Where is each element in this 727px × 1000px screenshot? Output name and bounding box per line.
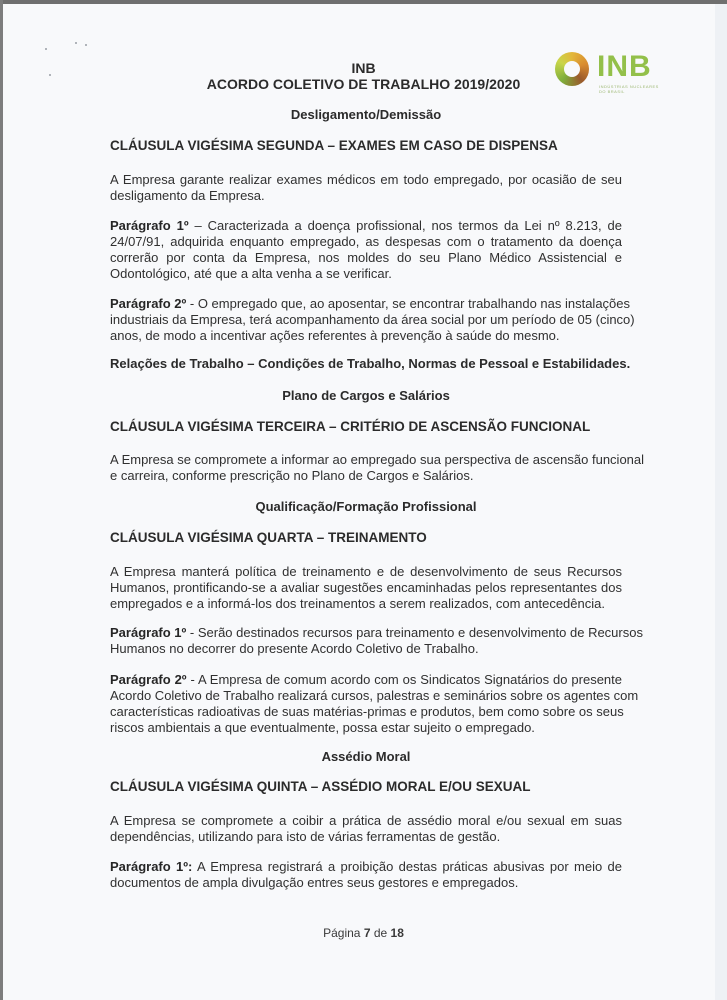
- paragraph-line: 24/07/91, adquirida enquanto empregado, as despesas com o tratamento da doença: [110, 234, 622, 249]
- paragraph-line: documentos de ampla divulgação entres seus gestores e empregados.: [110, 875, 519, 890]
- paragraph-line: Humanos, prontificando-se a avaliar sugestões encaminhadas pelos representantes dos: [110, 580, 622, 595]
- scan-speck: [85, 44, 87, 46]
- footer-of: de: [373, 926, 388, 940]
- paragraph-line: [110, 296, 631, 311]
- paragraph-line: correrão por conta da Empresa, nos moldes do seu Plano Médico Assistencial e: [110, 250, 622, 265]
- paragraph-line: Acordo Coletivo de Trabalho realizará cursos, palestras e seminários sobre os agentes com: [110, 688, 639, 703]
- footer-prefix: Página: [323, 926, 361, 940]
- section-heading: Desligamento/Demissão: [290, 107, 442, 122]
- paragraph-line: industriais da Empresa, terá acompanhamento da área social por um período de 05 (cinco): [110, 312, 635, 327]
- footer-page-total: 18: [390, 926, 404, 940]
- paragraph-line: A Empresa se compromete a coibir a prática de assédio moral e/ou sexual em suas: [110, 813, 622, 828]
- logo-text: INB: [597, 50, 652, 83]
- section-heading: Plano de Cargos e Salários: [282, 388, 450, 403]
- scan-speck: [45, 48, 47, 50]
- header-title: ACORDO COLETIVO DE TRABALHO 2019/2020: [206, 76, 521, 92]
- paragraph-label: Parágrafo 1º: [110, 625, 187, 640]
- paragraph-line: [110, 859, 622, 874]
- footer-page-number: 7: [363, 926, 371, 940]
- paragraph-line: A Empresa garante realizar exames médicos em todo empregado, por ocasião de seu: [110, 172, 622, 187]
- paragraph-line: riscos ambientais a que eventualmente, possa estar sujeito o empregado.: [110, 720, 535, 735]
- paragraph-line: A Empresa manterá política de treinamento e de desenvolvimento de seus Recursos: [110, 564, 622, 579]
- logo-ring-icon: [555, 52, 589, 86]
- paragraph-line: e carreira, conforme prescrição no Plano de Cargos e Salários.: [110, 468, 474, 483]
- paragraph-label: Parágrafo 1º: [110, 218, 189, 233]
- paragraph-line: dependências, utilizando para isto de várias ferramentas de gestão.: [110, 829, 501, 844]
- section-heading: Relações de Trabalho – Condições de Trabalho, Normas de Pessoal e Estabilidades.: [110, 356, 631, 371]
- paragraph-line: anos, de modo a incentivar ações referentes à prevenção à saúde do mesmo.: [110, 328, 560, 343]
- paragraph-text: - Serão destinados recursos para treinamento e desenvolvimento de Recursos: [186, 625, 643, 640]
- section-heading: Assédio Moral: [321, 749, 411, 764]
- paragraph-line: características radioativas de suas matérias-primas e produtos, bem como sobre os seus: [110, 704, 624, 719]
- page-footer: [0, 926, 727, 940]
- paragraph-text: - O empregado que, ao aposentar, se encontrar trabalhando nas instalações: [186, 296, 631, 311]
- paragraph-line: [110, 218, 622, 233]
- header-org: INB: [351, 60, 376, 76]
- clause-title: CLÁUSULA VIGÉSIMA SEGUNDA – EXAMES EM CASO DE DISPENSA: [110, 138, 558, 153]
- clause-title: CLÁUSULA VIGÉSIMA QUARTA – TREINAMENTO: [110, 530, 427, 545]
- paragraph-line: [110, 672, 622, 687]
- paragraph-line: A Empresa se compromete a informar ao empregado sua perspectiva de ascensão funcional: [110, 452, 645, 467]
- section-heading: Qualificação/Formação Profissional: [255, 499, 477, 514]
- paragraph-text: – Caracterizada a doença profissional, nos termos da Lei nº 8.213, de: [188, 218, 623, 233]
- logo-subtext: INDÚSTRIAS NUCLEARES DO BRASIL: [599, 84, 659, 94]
- paragraph-label: Parágrafo 2º: [110, 672, 187, 687]
- paragraph-label: Parágrafo 1º:: [110, 859, 193, 874]
- paragraph-text: - A Empresa de comum acordo com os Sindicatos Signatários do presente: [186, 672, 622, 687]
- paragraph-line: [110, 625, 643, 640]
- inb-logo: [555, 48, 665, 94]
- scan-speck: [75, 42, 77, 44]
- paragraph-line: Odontológico, até que a alta venha a se verificar.: [110, 266, 392, 281]
- paragraph-line: Humanos no decorrer do presente Acordo Coletivo de Trabalho.: [110, 641, 479, 656]
- clause-title: CLÁUSULA VIGÉSIMA QUINTA – ASSÉDIO MORAL E/OU SEXUAL: [110, 779, 531, 794]
- paragraph-label: Parágrafo 2º: [110, 296, 187, 311]
- paragraph-text: A Empresa registrará a proibição destas práticas abusivas por meio de: [192, 859, 622, 874]
- paragraph-line: desligamento da Empresa.: [110, 188, 265, 203]
- clause-title: CLÁUSULA VIGÉSIMA TERCEIRA – CRITÉRIO DE ASCENSÃO FUNCIONAL: [110, 419, 591, 434]
- paragraph-line: empregados e a informá-los dos treinamentos a serem realizados, com antecedência.: [110, 596, 605, 611]
